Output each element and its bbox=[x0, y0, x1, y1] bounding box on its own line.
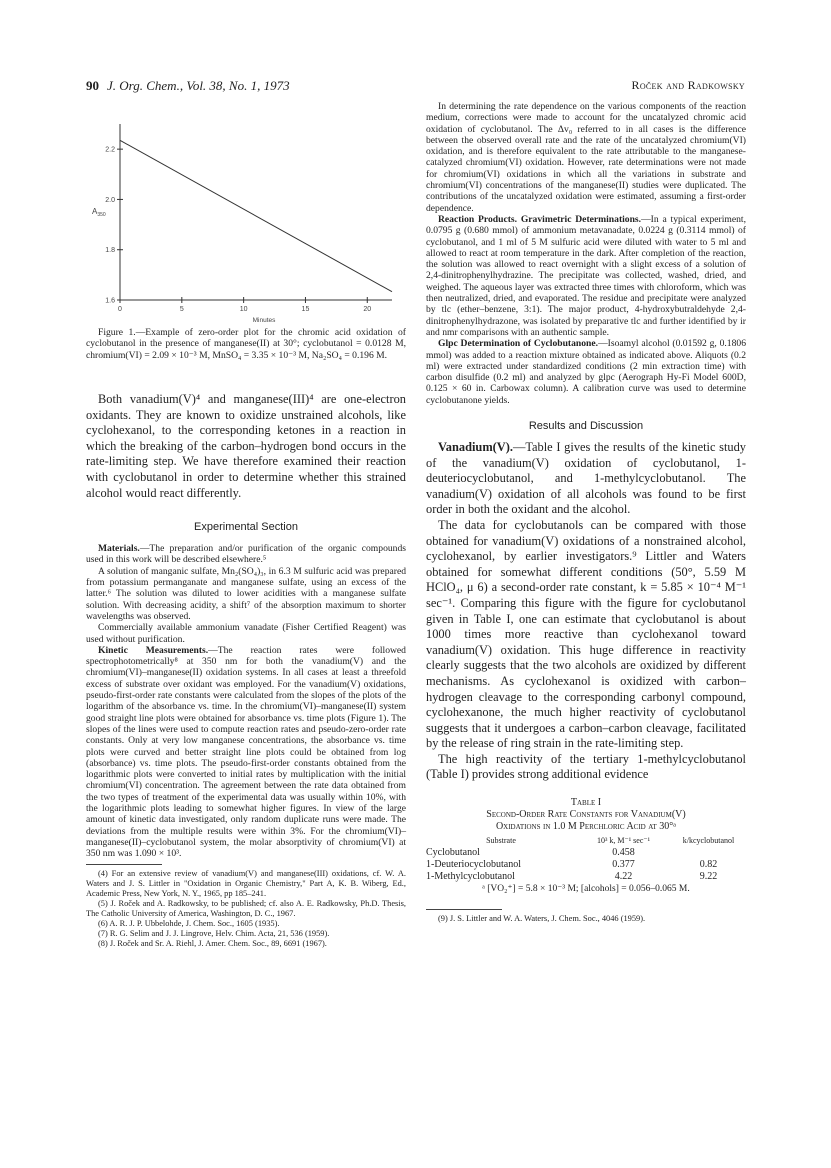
table-title-line-2: Oxidations in 1.0 M Perchloric Acid at 30°ᵃ bbox=[495, 821, 677, 833]
kinetic-measurements-paragraph bbox=[86, 645, 406, 860]
footnote-9: (9) J. S. Littler and W. A. Waters, J. Chem. Soc., 4046 (1959). bbox=[438, 914, 646, 924]
figure-1-caption bbox=[86, 327, 406, 361]
vanadium-paragraph bbox=[426, 440, 746, 518]
page-number: 90 bbox=[86, 78, 99, 93]
y-axis-label bbox=[92, 207, 106, 218]
section-title-results: Results and Discussion bbox=[528, 420, 644, 433]
table-row bbox=[426, 847, 746, 859]
high-reactivity-paragraph: The high reactivity of the tertiary 1-methylcyclobutanol (Table I) provides strong additional evidence bbox=[426, 751, 746, 782]
table-title-line-1: Second-Order Rate Constants for Vanadium(V) bbox=[486, 809, 686, 821]
footnote-rule bbox=[86, 864, 162, 865]
running-header-authors: Roček and Radkowsky bbox=[631, 78, 745, 92]
footnote-5: (5) J. Roček and A. Radkowsky, to be published; cf. also A. E. Radkowsky, Ph.D. Thesis, The Catholic University of America, Washington, D. C., 1967. bbox=[86, 899, 406, 919]
right-column bbox=[426, 101, 746, 924]
cell-rate-constant: 4.22 bbox=[614, 871, 633, 883]
footnotes bbox=[86, 869, 406, 949]
column-header-substrate: Substrate bbox=[486, 836, 516, 846]
x-tick-label: 10 bbox=[239, 306, 248, 313]
caption-text: Figure 1.—Example of zero-order plot for the chromic acid oxidation of cyclobutanol in the presence of manganese(II) at 30°; cyclobutanol = 0.0128 M, chromium(VI) = 2.09 × 10⁻³ M, MnSO₄ = 3.35 × 10⁻³ M, Na₂SO₄ = 0.196 M. bbox=[86, 327, 406, 361]
cell-relative-rate: 0.82 bbox=[699, 859, 718, 871]
table-row bbox=[426, 871, 746, 883]
footnote-rule-right bbox=[426, 909, 502, 910]
materials-paragraph bbox=[86, 543, 406, 566]
cell-substrate: Cyclobutanol bbox=[426, 847, 480, 859]
x-tick-label: 15 bbox=[301, 306, 310, 313]
figure-1-plot bbox=[86, 108, 406, 328]
cell-rate-constant: 0.458 bbox=[612, 847, 635, 859]
x-tick-label: 0 bbox=[118, 306, 122, 313]
y-tick-label: 2.0 bbox=[105, 196, 115, 204]
running-header-left bbox=[86, 78, 290, 94]
y-tick-label: 2.2 bbox=[105, 146, 115, 154]
vanadate-paragraph: Commercially available ammonium vanadate (Fisher Certified Reagent) was used without purification. bbox=[86, 622, 406, 645]
y-tick-label: 1.6 bbox=[105, 297, 115, 305]
rate-constants-table bbox=[426, 835, 746, 883]
glpc-text: —Isoamyl alcohol (0.01592 g, 0.1806 mmol) was added to a reaction mixture obtained as indicated above. Aliquots (0.2 ml) were extracted under standardized conditions (2 min extraction time) with carbon disulfide (0.2 ml) and analyzed by glpc (Aerograph Hy-Fi Model 600D, 0.125 × 60 in. Carbowax column). A calibration curve was used to determine cyclobutanone yields. bbox=[426, 338, 746, 406]
table-row bbox=[426, 859, 746, 871]
kinetic-text: —The reaction rates were followed spectrophotometrically⁸ at 350 nm for both the vanadium(V) and the chromium(VI)–manganese(II) oxidation systems. In all cases at least a threefold excess of substrate over oxidant was employed. For the vanadium(V) oxidations, pseudo-first-order rate constants were calculated from the slopes of the plots of the logarithm of the absorbance vs. time. In the chromium(VI)–manganese(II) system good straight line plots were obtained for absorbance vs. time plots (Figure 1). The slopes of the lines were used to compute reaction rates and pseudo-zero-order rate constants. Only at very low manganese concentrations, the absorbance vs. time plots were curved and better straight line plots could be obtained from log (absorbance) vs. time plots. The pseudo-first-order constants obtained from the logarithmic plots were converted to initial rates by multiplication with the initial chromium(VI) concentration. The agreement between the rate data obtained from the two types of treatment of the experimental data was usually within 10%, with the logarithmic plots leading to somewhat higher figures. In view of the large amount of kinetic data investigated, only random duplicate runs were made. The deviations from the multiple results were within 3%. For the chromium(VI)–manganese(II)–cyclobutanol system, the molar absorptivity of chromium(VI) at 350 nm was 1.090 × 10³. bbox=[86, 644, 406, 860]
footnote-6: (6) A. R. J. P. Ubbelohde, J. Chem. Soc., 1605 (1935). bbox=[98, 919, 280, 929]
manganic-sulfate-paragraph: A solution of manganic sulfate, Mn₂(SO₄)₃, in 6.3 M sulfuric acid was prepared from potassium permanganate and manganese sulfate, using an excess of the latter.⁶ The solution was diluted to lower acidities with a manganese sulfate solution. With decreasing acidity, a shift⁷ of the absorption maximum to shorter wavelengths was observed. bbox=[86, 565, 406, 622]
y-axis-label-main: A bbox=[92, 207, 98, 216]
products-heading: Reaction Products. Gravimetric Determinations. bbox=[438, 213, 642, 225]
footnote-7: (7) R. G. Selim and J. J. Lingrove, Helv. Chim. Acta, 21, 536 (1959). bbox=[98, 929, 330, 939]
kinetic-heading: Kinetic Measurements. bbox=[98, 644, 209, 656]
reaction-products-paragraph bbox=[426, 214, 746, 338]
materials-heading: Materials. bbox=[98, 543, 140, 555]
cell-relative-rate: 9.22 bbox=[699, 871, 718, 883]
journal-citation: J. Org. Chem., Vol. 38, No. 1, 1973 bbox=[107, 78, 290, 93]
materials-text: —The preparation and/or purification of the organic compounds used in this work will be described elsewhere.⁵ bbox=[86, 543, 406, 566]
section-title-experimental: Experimental Section bbox=[194, 521, 298, 534]
y-axis-label-sub: 350 bbox=[97, 212, 106, 218]
products-text: —In a typical experiment, 0.0795 g (0.680 mmol) of ammonium metavanadate, 0.0224 g (0.3114 mmol) of cyclobutanol, and 1 ml of 5 M sulfuric acid were diluted with water to 5 ml and allowed to react at room temperature in the dark. After completion of the reaction, the solution was allowed to react overnight with a slight excess of a solution of 2,4-dinitrophenylhydrazine. The precipitate was collected, washed, dried, and weighed. The aqueous layer was extracted three times with chloroform, which was then neutralized, dried, and evaporated. The residue and precipitate were analyzed by tlc (ether–benzene, 3:1). The major product, 4-hydroxybutraldehyde 2,4-dinitrophenylhydrazone, was isolated by preparative tlc and further identified by ir and nmr comparisons with an authentic sample. bbox=[426, 213, 746, 338]
left-column bbox=[86, 392, 406, 949]
x-tick-label: 5 bbox=[179, 306, 184, 313]
cell-relative-rate bbox=[671, 847, 746, 859]
vanadium-heading: Vanadium(V). bbox=[438, 440, 513, 455]
glpc-heading: Glpc Determination of Cyclobutanone. bbox=[438, 338, 599, 350]
footnote-4: (4) For an extensive review of vanadium(V) and manganese(III) oxidations, cf. W. A. Waters and J. S. Littler in "Oxidation in Organic Chemistry," Part A, K. B. Wiberg, Ed., Academic Press, New York, N. Y., 1965, pp 185–241. bbox=[86, 869, 406, 899]
x-axis-label: Minutes bbox=[252, 317, 276, 324]
glpc-paragraph bbox=[426, 338, 746, 406]
column-header-rate-constant: 10³ k, M⁻¹ sec⁻¹ bbox=[597, 836, 650, 846]
table-label: Table I bbox=[570, 797, 602, 809]
table-footnote: ᵃ [VO₂⁺] = 5.8 × 10⁻³ M; [alcohols] = 0.056–0.065 M. bbox=[482, 884, 690, 895]
rate-dependence-paragraph: In determining the rate dependence on the various components of the reaction medium, corrections were made to account for the uncatalyzed chromic acid oxidation of cyclobutanol. The Δv₀ referred to in all cases is the difference between the observed overall rate and the rate of the uncatalyzed chromium(VI) oxidation, and is therefore equivalent to the rate attributable to the manganese-catalyzed chromium(VI) oxidation. However, rate determinations were not made for chromium(VI) oxidations in which all the variations in substrate and chromium(VI) concentrations of the manganese(II) studies were duplicated. The contributions of the uncatalyzed oxidation were estimated, assuming a first-order dependence. bbox=[426, 101, 746, 214]
cell-substrate: 1-Deuteriocyclobutanol bbox=[426, 859, 521, 871]
table-header-row bbox=[426, 835, 746, 847]
y-tick-label: 1.8 bbox=[105, 247, 115, 255]
column-header-relative-rate: k/kcyclobutanol bbox=[682, 836, 735, 846]
data-line bbox=[120, 140, 392, 291]
x-tick-label: 20 bbox=[363, 306, 372, 313]
footnote-8: (8) J. Roček and Sr. A. Riehl, J. Amer. Chem. Soc., 89, 6691 (1967). bbox=[98, 939, 327, 949]
cell-substrate: 1-Methylcyclobutanol bbox=[426, 871, 515, 883]
table-1 bbox=[426, 797, 746, 895]
intro-paragraph: Both vanadium(V)⁴ and manganese(III)⁴ are one-electron oxidants. They are known to oxidize unstrained alcohols, like cyclohexanol, to the corresponding ketones in a reaction in which the breaking of the carbon–hydrogen bond occurs in the rate-limiting step. We have therefore examined their reaction with cyclobutanol in order to determine whether this strained alcohol would react differently. bbox=[86, 392, 406, 500]
vanadium-text: —Table I gives the results of the kinetic study of the vanadium(V) oxidation of cyclobutanol, 1-deuteriocyclobutanol, and 1-methylcyclobutanol. The vanadium(V) oxidation of all alcohols was found to be first order in both the oxidant and the alcohol. bbox=[426, 440, 746, 517]
cell-rate-constant: 0.377 bbox=[612, 859, 635, 871]
comparison-paragraph: The data for cyclobutanols can be compared with those obtained for vanadium(V) oxidations of a nonstrained alcohol, cyclohexanol, by earlier investigators.⁹ Littler and Waters obtained for somewhat different conditions (50°, 5.59 M HClO₄, μ 6) a second-order rate constant, k = 5.85 × 10⁻⁴ M⁻¹ sec⁻¹. Comparing this figure with the figure for cyclobutanol given in Table I, one can estimate that cyclobutanol is about 1000 times more reactive than cyclohexanol toward vanadium(V) oxidation. This huge difference in reactivity clearly suggests that the two alcohols are oxidized by different mechanisms. As cyclohexanol is oxidized with carbon–hydrogen cleavage to the corresponding carbonyl compound, cyclohexanone, the much higher reactivity of cyclobutanol suggests that it undergoes a carbon–carbon cleavage, facilitated by the release of ring strain in the rate-limiting step. bbox=[426, 517, 746, 751]
